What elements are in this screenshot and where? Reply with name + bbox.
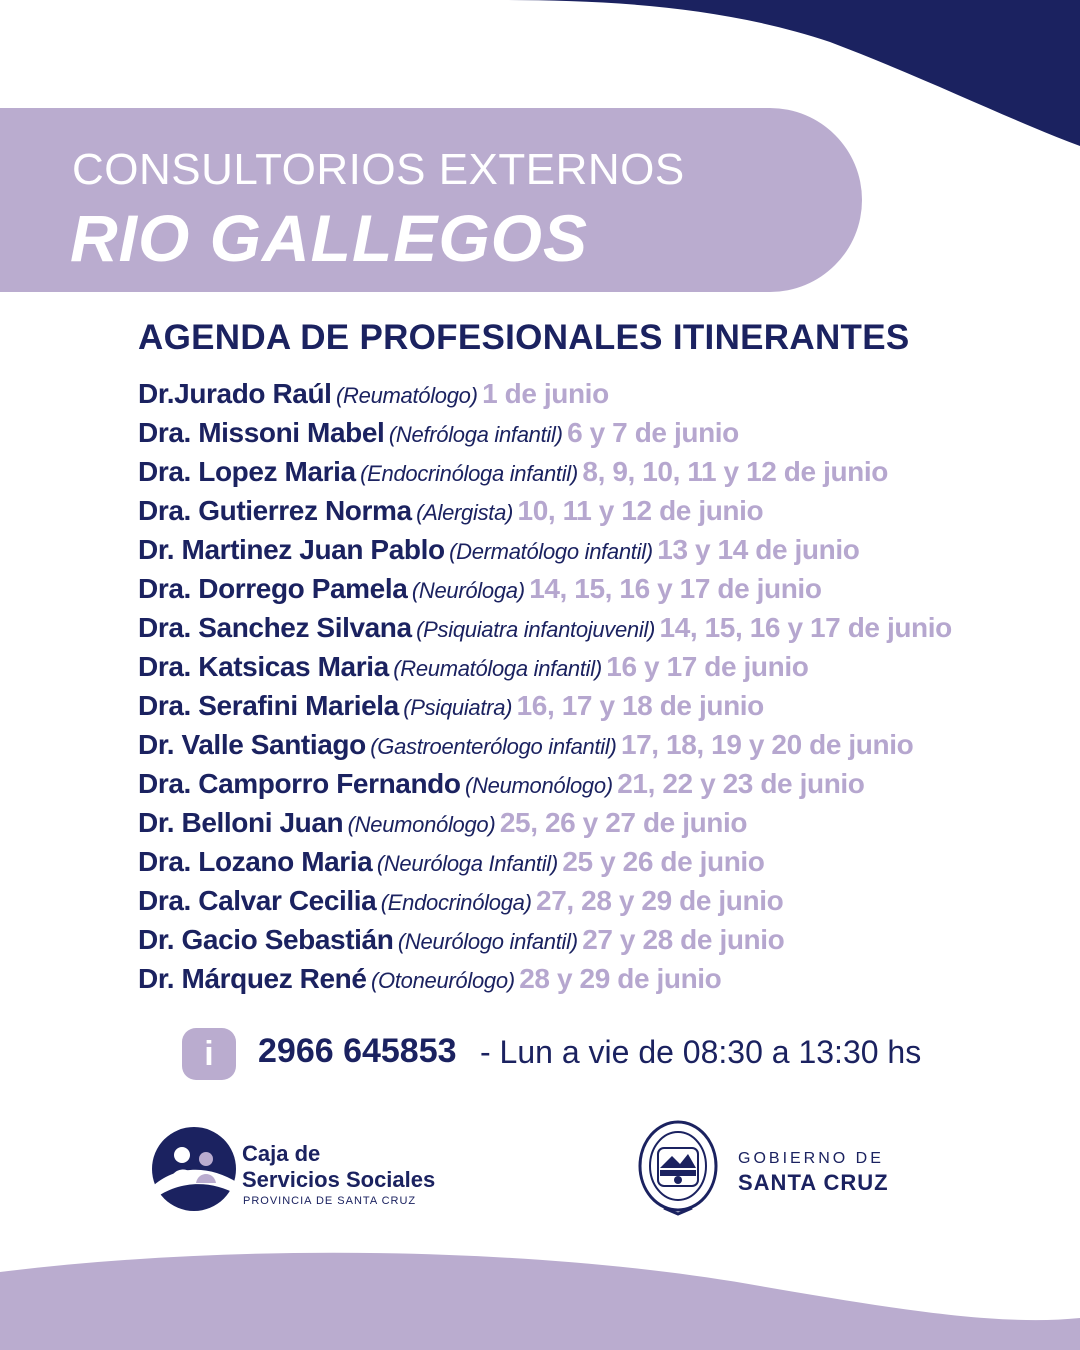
- doctor-name: Dra. Serafini Mariela: [138, 690, 399, 721]
- doctor-specialty: (Nefróloga infantil): [388, 422, 563, 447]
- caja-logo-line3: PROVINCIA DE SANTA CRUZ: [243, 1195, 417, 1207]
- doctor-name: Dra. Katsicas Maria: [138, 651, 389, 682]
- schedule-row: [138, 413, 1068, 452]
- doctor-specialty: (Neurólogo infantil): [397, 929, 578, 954]
- schedule-row: [138, 959, 1068, 998]
- schedule-list: [138, 374, 1068, 998]
- doctor-specialty: (Neuróloga): [411, 578, 525, 603]
- visit-dates: 14, 15, 16 y 17 de junio: [659, 612, 952, 643]
- doctor-specialty: (Reumatólogo): [336, 383, 478, 408]
- schedule-row: [138, 803, 1068, 842]
- gobierno-logo-line2: SANTA CRUZ: [738, 1170, 889, 1195]
- schedule-row: [138, 764, 1068, 803]
- family-icon: [148, 1125, 240, 1213]
- gobierno-santa-cruz-logo: [636, 1120, 936, 1220]
- header-title: CONSULTORIOS EXTERNOS: [72, 145, 685, 194]
- caja-logo-line1: Caja de: [242, 1141, 321, 1166]
- schedule-row: [138, 881, 1068, 920]
- doctor-specialty: (Neuróloga Infantil): [376, 851, 558, 876]
- phone-number: 2966 645853: [258, 1032, 457, 1070]
- visit-dates: 25 y 26 de junio: [562, 846, 765, 877]
- doctor-specialty: (Reumatóloga infantil): [393, 656, 602, 681]
- doctor-specialty: (Neumonólogo): [465, 773, 613, 798]
- schedule-row: [138, 530, 1068, 569]
- doctor-specialty: (Psiquiatra): [403, 695, 513, 720]
- schedule-row: [138, 452, 1068, 491]
- doctor-name: Dra. Dorrego Pamela: [138, 573, 408, 604]
- doctor-specialty: (Dermatólogo infantil): [449, 539, 653, 564]
- doctor-name: Dra. Camporro Fernando: [138, 768, 461, 799]
- doctor-name: Dra. Lopez Maria: [138, 456, 356, 487]
- doctor-specialty: (Neumonólogo): [347, 812, 496, 837]
- doctor-name: Dr. Valle Santiago: [138, 729, 366, 760]
- visit-dates: 14, 15, 16 y 17 de junio: [529, 573, 822, 604]
- visit-dates: 27 y 28 de junio: [582, 924, 785, 955]
- doctor-name: Dra. Calvar Cecilia: [138, 885, 377, 916]
- caja-servicios-sociales-logo: [148, 1125, 458, 1215]
- header-city: RIO GALLEGOS: [70, 201, 589, 275]
- visit-dates: 1 de junio: [482, 378, 609, 409]
- visit-dates: 21, 22 y 23 de junio: [617, 768, 865, 799]
- caja-logo-line2: Servicios Sociales: [242, 1167, 436, 1192]
- doctor-name: Dra. Lozano Maria: [138, 846, 373, 877]
- doctor-specialty: (Alergista): [416, 500, 514, 525]
- office-hours: - Lun a vie de 08:30 a 13:30 hs: [480, 1034, 922, 1070]
- schedule-row: [138, 569, 1068, 608]
- schedule-row: [138, 647, 1068, 686]
- doctor-specialty: (Psiquiatra infantojuvenil): [416, 617, 656, 642]
- visit-dates: 13 y 14 de junio: [657, 534, 860, 565]
- doctor-name: Dra. Sanchez Silvana: [138, 612, 412, 643]
- doctor-specialty: (Otoneurólogo): [371, 968, 515, 993]
- doctor-name: Dr. Márquez René: [138, 963, 367, 994]
- doctor-specialty: (Endocrinóloga): [380, 890, 532, 915]
- doctor-name: Dr. Martinez Juan Pablo: [138, 534, 445, 565]
- provincial-seal-icon: [636, 1120, 720, 1218]
- doctor-name: Dr. Belloni Juan: [138, 807, 344, 838]
- gobierno-logo-line1: GOBIERNO DE: [738, 1150, 884, 1167]
- schedule-row: [138, 686, 1068, 725]
- visit-dates: 28 y 29 de junio: [519, 963, 722, 994]
- info-icon: i: [182, 1028, 236, 1080]
- visit-dates: 16 y 17 de junio: [606, 651, 809, 682]
- doctor-name: Dra. Gutierrez Norma: [138, 495, 412, 526]
- visit-dates: 8, 9, 10, 11 y 12 de junio: [582, 456, 888, 487]
- schedule-row: [138, 608, 1068, 647]
- doctor-name: Dr. Gacio Sebastián: [138, 924, 394, 955]
- contact-info: [182, 1028, 982, 1082]
- doctor-specialty: (Gastroenterólogo infantil): [370, 734, 617, 759]
- visit-dates: 16, 17 y 18 de junio: [516, 690, 764, 721]
- doctor-name: Dra. Missoni Mabel: [138, 417, 385, 448]
- schedule-row: [138, 920, 1068, 959]
- doctor-specialty: (Endocrinóloga infantil): [360, 461, 578, 486]
- doctor-name: Dr.Jurado Raúl: [138, 378, 332, 409]
- schedule-row: [138, 725, 1068, 764]
- visit-dates: 6 y 7 de junio: [567, 417, 739, 448]
- bottom-wave-decoration: [0, 1240, 1080, 1350]
- schedule-row: [138, 842, 1068, 881]
- visit-dates: 25, 26 y 27 de junio: [499, 807, 748, 838]
- schedule-row: [138, 374, 1068, 413]
- visit-dates: 10, 11 y 12 de junio: [517, 495, 764, 526]
- agenda-title: AGENDA DE PROFESIONALES ITINERANTES: [138, 318, 910, 357]
- schedule-row: [138, 491, 1068, 530]
- visit-dates: 27, 28 y 29 de junio: [536, 885, 784, 916]
- visit-dates: 17, 18, 19 y 20 de junio: [620, 729, 914, 760]
